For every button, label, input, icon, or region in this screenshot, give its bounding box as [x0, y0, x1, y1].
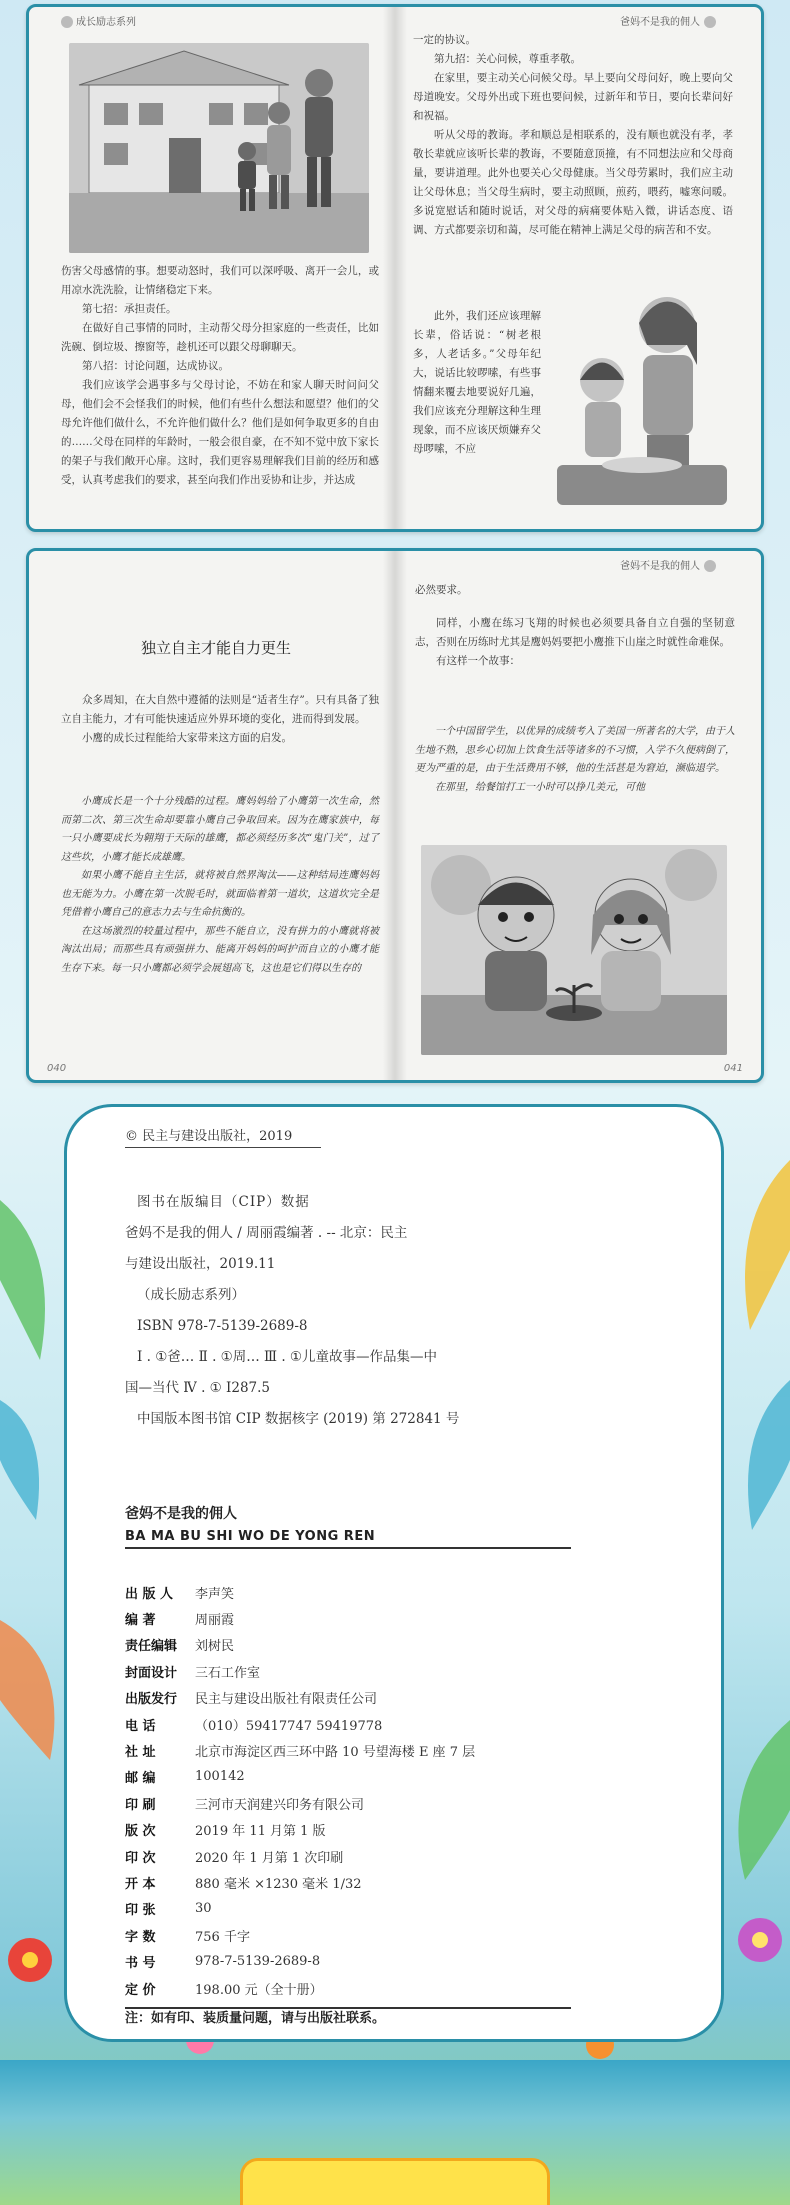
- cip-line: 与建设出版社，2019.11: [125, 1256, 276, 1272]
- intro-text: [61, 691, 379, 748]
- info-value: 三石工作室: [195, 1665, 261, 1681]
- info-label: 版 次: [125, 1824, 156, 1840]
- info-label: 出 版 人: [125, 1586, 174, 1602]
- paragraph: 有这样一个故事：: [436, 655, 520, 667]
- info-label: 印 张: [125, 1903, 156, 1919]
- paragraph: 一定的协议。: [413, 34, 476, 46]
- paragraph: 在做好自己事情的同时，主动帮父母分担家庭的一些责任，比如洗碗、倒垃圾、擦窗等，趁机还可以跟父母聊聊天。: [61, 322, 379, 353]
- chapter-title: 独立自主才能自力更生: [140, 639, 291, 657]
- family-illustration-art: [547, 285, 733, 525]
- story-paragraph: 小鹰成长是一个十分残酷的过程。鹰妈妈给了小鹰第一次生命，然而第二次、第三次生命却要靠小鹰自己争取回来。因为在鹰家族中，每一只小鹰要成长为翱翔于天际的雄鹰，都必须经历多次“鬼门关”，过了这些坎，小鹰才能长成雄鹰。: [61, 796, 379, 863]
- info-value: 民主与建设出版社有限责任公司: [195, 1692, 378, 1708]
- copyright-line: © 民主与建设出版社，2019: [125, 1125, 321, 1148]
- publication-info-row: [125, 1632, 571, 1658]
- story-paragraph: 在那里，给餐馆打工一小时可以挣几美元，可他: [435, 781, 645, 793]
- publication-info-row: [125, 1843, 571, 1869]
- paragraph: 同样，小鹰在练习飞翔的时候也必须要具备自立自强的坚韧意志，否则在历练时尤其是鹰妈妈要把小鹰推下山崖之时就性命难保。: [415, 617, 735, 648]
- paragraph: 小鹰的成长过程能给大家带来这方面的启发。: [82, 732, 292, 744]
- info-label: 开 本: [125, 1876, 156, 1892]
- info-value: 2019 年 11 月第 1 版: [195, 1824, 326, 1840]
- info-label: 出版发行: [125, 1692, 178, 1708]
- quality-notice: 注：如有印、装质量问题，请与出版社联系。: [125, 2011, 386, 2026]
- paragraph: 第八招：讨论问题，达成协议。: [82, 360, 229, 372]
- publication-info-row: [125, 1896, 571, 1922]
- info-label: 编 著: [125, 1613, 156, 1629]
- info-value: 756 千字: [195, 1929, 250, 1945]
- story-paragraph: 在这场激烈的较量过程中，那些不能自立，没有拼力的小鹰就将被淘汰出局；而那些具有顽强拼力、能离开妈妈的呵护而自立的小鹰才能生存下来。每一只小鹰都必须学会展翅高飞，这也是它们得以生存的: [61, 925, 379, 974]
- info-value: 周丽霞: [195, 1613, 235, 1629]
- info-label: 定 价: [125, 1982, 156, 1998]
- paragraph: 在家里，要主动关心问候父母。早上要向父母问好，晚上要向父母道晚安。父母外出或下班也要问候，过新年和节日，要向长辈问好和祝福。: [413, 72, 733, 122]
- copyright-page-card: [64, 1104, 724, 2042]
- cip-line: ISBN 978-7-5139-2689-8: [137, 1318, 308, 1334]
- info-value: 三河市天润建兴印务有限公司: [195, 1797, 365, 1813]
- paragraph: 伤害父母感情的事。想要动怒时，我们可以深呼吸、离开一会儿，或用凉水洗洗脸，让情绪稳定下来。: [61, 265, 379, 296]
- page-right: [399, 551, 749, 1080]
- publication-info-row: [125, 1711, 571, 1737]
- publication-info-table: [125, 1579, 571, 2009]
- info-value: 李声笑: [195, 1586, 235, 1602]
- info-label: 责任编辑: [125, 1639, 178, 1655]
- cip-line: 国—当代 Ⅳ . ① I287.5: [125, 1380, 271, 1396]
- info-label: 印 次: [125, 1850, 156, 1866]
- series-label: 成长励志系列: [76, 17, 136, 28]
- paragraph: 必然要求。: [415, 584, 468, 596]
- school-illustration: [69, 43, 369, 253]
- running-head-title: [620, 13, 719, 28]
- cip-line: （成长励志系列）: [137, 1287, 245, 1303]
- paragraph: 众多周知，在大自然中遵循的法则是“适者生存”。只有具备了独立自主能力，才有可能快速适应外界环境的变化，进而得到发展。: [61, 694, 379, 725]
- book-title: 爸妈不是我的佣人: [125, 1506, 237, 1522]
- cip-title: 图书在版编目（CIP）数据: [137, 1194, 310, 1210]
- publication-info-row: [125, 1658, 571, 1684]
- book-pinyin: BA MA BU SHI WO DE YONG REN: [125, 1529, 571, 1549]
- info-value: 30: [195, 1901, 212, 1917]
- children-planting-illustration: [421, 845, 727, 1055]
- publication-info-row: [125, 1922, 571, 1948]
- publication-info-row: [125, 1790, 571, 1816]
- info-label: 字 数: [125, 1929, 156, 1945]
- info-label: 邮 编: [125, 1771, 156, 1787]
- family-illustration: [547, 285, 733, 525]
- book-title-block: [125, 1503, 571, 1549]
- page-left: [41, 551, 391, 1080]
- right-text-block: [413, 31, 733, 240]
- publication-info-row: [125, 1869, 571, 1895]
- info-value: 978-7-5139-2689-8: [195, 1954, 321, 1970]
- info-value: 2020 年 1 月第 1 次印刷: [195, 1850, 344, 1866]
- info-value: 100142: [195, 1769, 245, 1785]
- page-number: 040: [47, 1063, 67, 1074]
- running-head-title: [620, 557, 719, 572]
- page-left: [41, 7, 391, 529]
- publication-info-row: [125, 1948, 571, 1974]
- running-head-text: 爸妈不是我的佣人: [620, 17, 700, 28]
- page-right: [399, 7, 749, 529]
- story-block: [61, 793, 379, 978]
- running-head-text: 爸妈不是我的佣人: [620, 561, 700, 572]
- publication-info-row: [125, 1975, 571, 2001]
- publication-info-row: [125, 1737, 571, 1763]
- children-planting-art: [421, 845, 727, 1055]
- kid-avatar-icon: [61, 16, 73, 28]
- kid-avatar-icon: [704, 16, 716, 28]
- cip-data-block: [125, 1187, 605, 1435]
- info-label: 封面设计: [125, 1665, 178, 1681]
- info-label: 书 号: [125, 1956, 156, 1972]
- kid-avatar-icon: [704, 560, 716, 572]
- right-text-block: [415, 581, 735, 671]
- book-spread-2: [26, 548, 764, 1083]
- publication-info-row: [125, 1817, 571, 1843]
- paragraph: 我们应该学会遇事多与父母讨论，不妨在和家人聊天时问问父母，他们会不会怪我们的时候，他们有些什么想法和愿望？他们的父母允许他们做什么，不允许他们做什么？他们是如何争取更多的自由的……父母在同样的年龄时，一般会很自豪，在不知不觉中放下家长的架子与我们敞开心扉。这时，我们更容易理解我们目前的经历和感受，认真考虑我们的要求，甚至向我们作出妥协和让步，并达成: [61, 379, 379, 486]
- info-value: 北京市海淀区西三环中路 10 号望海楼 E 座 7 层: [195, 1745, 476, 1761]
- info-value: （010）59417747 59419778: [195, 1718, 383, 1734]
- publication-info-row: [125, 1764, 571, 1790]
- cip-line: Ⅰ . ①爸… Ⅱ . ①周… Ⅲ . ①儿童故事—作品集—中: [137, 1349, 438, 1365]
- story-paragraph: 一个中国留学生，以优异的成绩考入了美国一所著名的大学，由于人生地不熟，思乡心切加上饮食生活等诸多的不习惯，入学不久便病倒了，更为严重的是，由于生活费用不够，他的生活甚是为窘迫，濒临退学。: [415, 726, 735, 774]
- book-spread-1: [26, 4, 764, 532]
- publication-info-row: [125, 1579, 571, 1605]
- right-side-text: [413, 307, 541, 459]
- paragraph: 听从父母的教诲。孝和顺总是相联系的，没有顺也就没有孝，孝敬长辈就应该听长辈的教诲，不要随意顶撞，有不同想法应和父母商量，要讲道理。此外也要关心父母健康。当父母劳累时，我们应主动让父母休息；当父母生病时，要主动照顾，煎药，喂药，嘘寒问暖。多说宽慰话和随时说话，对父母的病痛要体贴入微，讲话态度、语调、方式都要亲切和蔼，尽可能在精神上满足父母的病苦和不安。: [413, 129, 733, 236]
- paragraph: 第七招：承担责任。: [82, 303, 177, 315]
- paragraph: 此外，我们还应该理解长辈，俗话说：“树老根多，人老话多。”父母年纪大，说话比较啰嗦，有些事情翻来覆去地要说好几遍，我们应该充分理解这种生理现象，而不应该厌烦嫌弃父母啰嗦，不应: [413, 310, 541, 455]
- info-value: 880 毫米 ×1230 毫米 1/32: [195, 1876, 362, 1892]
- story-paragraph: 如果小鹰不能自主生活，就将被自然界淘汰——这种结局连鹰妈妈也无能为力。小鹰在第一次脱毛时，就面临着第一道坎，这道坎完全是凭借着小鹰自己的意志力去与生命抗衡的。: [61, 870, 379, 918]
- info-label: 印 刷: [125, 1797, 156, 1813]
- paragraph: 第九招：关心问候，尊重孝敬。: [434, 53, 581, 65]
- info-label: 电 话: [125, 1718, 156, 1734]
- left-text-block: [61, 262, 379, 490]
- info-value: 刘树民: [195, 1639, 235, 1655]
- school-illustration-art: [69, 43, 369, 253]
- cip-line: 中国版本图书馆 CIP 数据核字 (2019) 第 272841 号: [137, 1411, 460, 1427]
- publication-info-row: [125, 1605, 571, 1631]
- story-block: [415, 723, 735, 797]
- info-value: 198.00 元（全十册）: [195, 1982, 323, 1998]
- running-head-series: [61, 13, 136, 28]
- page-number: 041: [723, 1063, 743, 1074]
- publication-info-row: [125, 1685, 571, 1711]
- cip-line: 爸妈不是我的佣人 / 周丽霞编著 . -- 北京：民主: [125, 1225, 408, 1241]
- info-label: 社 址: [125, 1745, 156, 1761]
- banner-plate: [240, 2158, 550, 2205]
